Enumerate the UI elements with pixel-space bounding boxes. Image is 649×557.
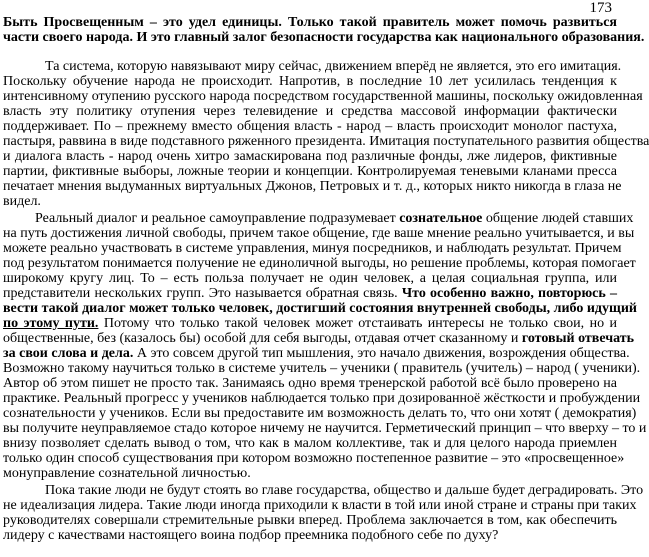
p3-line-4: лидеру с качествами настоящего воина подбор преемника подобного себе по духу? [3,528,499,543]
p2-text: Потому что только такой человек может отстаивать интересы не только свои, но и [98,316,617,331]
p2-text: представители нескольких групп. Это называется обратная связь. [3,286,402,301]
p3-line-2: не идеализация лидера. Такие люди иногда приходили к власти в той или иной стране и страны при таких [3,498,637,513]
p3-line-1: Пока такие люди не будут стоять во главе государства, общество и дальше будет деградировать. Это [45,483,644,498]
p2-line-13: практике. Реальный прогресс у учеников наблюдается только при дозированноё жёсткости и пробуждении [3,391,641,406]
p2-bold-phrase: за свои слова и дела. [3,346,134,361]
p2-text: Реальный диалог и реальное самоуправление подразумевает [35,211,400,226]
p2-text: общение людей ставших [482,211,634,226]
p1-line-3: интенсивному отупению русского народа посредством государственной машины, поскольку ожидовленная [3,89,643,104]
page-number: 173 [589,0,612,16]
p2-line-7: вести такой диалог может только человек, достигший состояния внутренней свободы, либо идущий [3,301,637,316]
p2-line-14: сознательности у учеников. Если вы предоставите им возможность делать то, что они хотят ( демократия) [3,406,637,421]
p2-line-12: Автор об этом пишет не просто так. Занимаясь одно время тренерской работой всё было проверено на [3,376,617,391]
p2-line-4: под результатом понимается получение не единоличной выгоды, но решение проблемы, которая помогает [3,256,636,271]
p2-line-15: вы получите неуправляемое стадо которое ничему не научится. Герметический принцип – что вверху – то и [3,421,647,436]
p1-line-2: Поскольку обучение народа не происходит. Напротив, в последние 10 лет усилилась тенденция к [3,74,617,89]
p1-line-1: Та система, которую навязывают миру сейчас, движением вперёд не является, это его имитация. [45,59,622,74]
p1-line-6: пастыря, раввина в виде подставного ряженного президента. Имитация поступательного развития общества [3,134,649,149]
p2-line-16: внизу позволяет сделать вывод о том, что как в малом коллективе, так и для целого народа приемлен [3,436,617,451]
p2-line-11: Возможно такому научиться только в системе учитель – ученики ( правитель (учитель) – народ ( ученики). [3,361,641,376]
p3-line-3: руководителях совершали стремительные рывки вперед. Проблема заключается в том, как обеспечить [3,513,617,528]
p2-bold-underlined: по этому пути. [3,316,99,331]
p1-line-9: печатает мнения выдуманных виртуальных Джонов, Петровых и т. д., которых никто никогда в глаза не [3,179,622,194]
heading-line-1: Быть Просвещенным – это удел единицы. Только такой правитель может помочь развиться [3,15,617,30]
p1-line-5: поддерживает. По – прежнему вместо общения власть - народ – власть происходит монолог пастуха, [3,119,617,134]
p1-line-8: партии, фиктивные выборы, ложные теории и концепции. Контролируемая теневыми кланами пресса [3,164,617,179]
p2-line-2: на путь достижения личной свободы, причем такое общение, где ваше мнение реально учитывается, и вы [3,226,635,241]
p2-line-18: монуправление сознательной личностью. [3,466,251,481]
p2-line-3: можете реально участвовать в системе управления, минуя посредников, и наблюдать результат. Причем [3,241,622,256]
p2-line-5: широкому кругу лиц. То – есть польза получает не один человек, а целая социальная группа, или [3,271,617,286]
p1-line-10: видел. [3,194,41,209]
p2-bold-phrase: готовый отвечать [521,331,635,346]
p2-line-17: только один способ существования при котором возможно постепенное развитие – это «просвещенное» [3,451,625,466]
p2-bold-phrase: Что особенно важно, повторюсь – [401,286,617,301]
heading-line-2: части своего народа. И это главный залог безопасности государства как национального образования. [3,30,645,45]
p2-text: общественные, без (казалось бы) особой для себя выгоды, отдавая отчет сказанному и [3,331,522,346]
p1-line-4: власть эту политику отупения через телевидение и средства массовой информации фактически [3,104,617,119]
p2-bold-word: сознательное [399,211,483,226]
p2-text: А это совсем другой тип мышления, это начало движения, возрождения общества. [133,346,630,361]
p1-line-7: и диалога власть - народ очень хитро замаскирована под различные фонды, лже лидеров, фиктивные [3,149,617,164]
